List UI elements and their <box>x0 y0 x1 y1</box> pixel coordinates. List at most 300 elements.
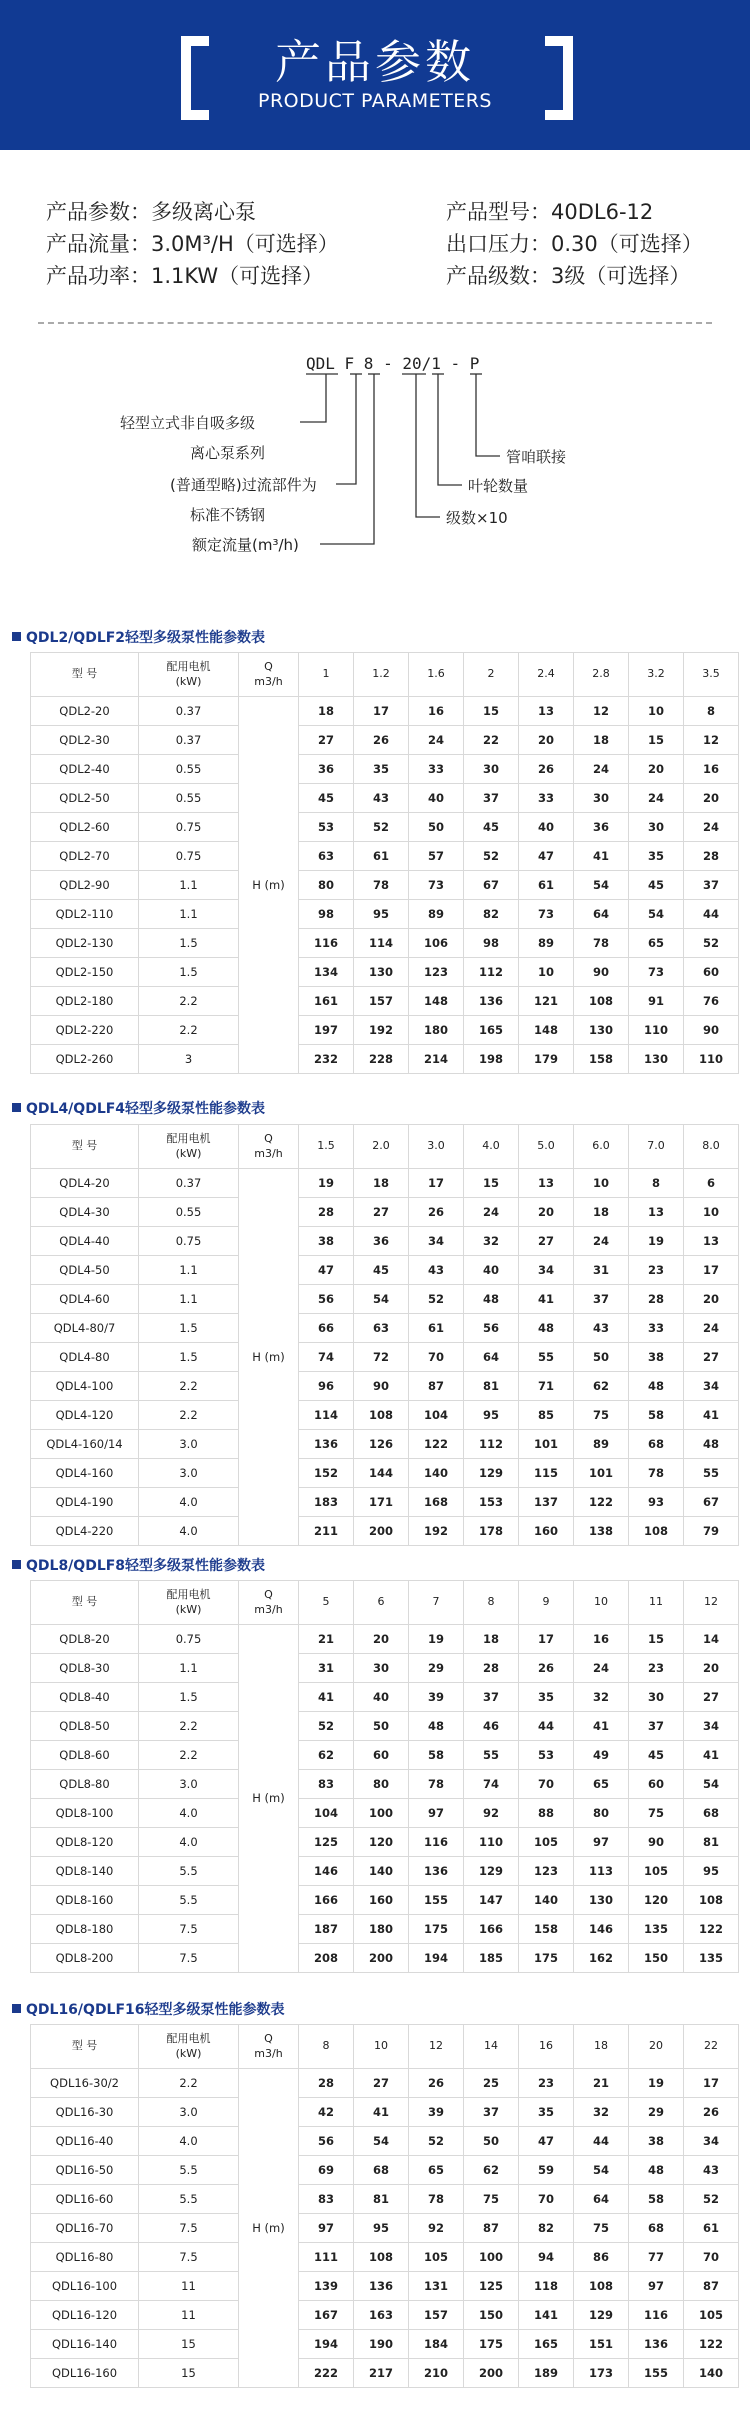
head-value-cell: 162 <box>574 1944 629 1973</box>
head-value-cell: 41 <box>574 1712 629 1741</box>
head-value-cell: 37 <box>464 1683 519 1712</box>
head-value-cell: 173 <box>574 2359 629 2388</box>
head-value-cell: 34 <box>409 1227 464 1256</box>
head-value-cell: 80 <box>299 871 354 900</box>
head-value-cell: 130 <box>629 1045 684 1074</box>
head-value-cell: 28 <box>684 842 739 871</box>
motor-power-cell: 3.0 <box>139 2098 239 2127</box>
head-value-cell: 47 <box>299 1256 354 1285</box>
head-value-cell: 114 <box>354 929 409 958</box>
head-value-cell: 10 <box>574 1169 629 1198</box>
flow-value-cell: 1.6 <box>409 653 464 697</box>
head-value-cell: 23 <box>519 2069 574 2098</box>
head-value-cell: 37 <box>574 1285 629 1314</box>
head-value-cell: 66 <box>299 1314 354 1343</box>
head-value-cell: 48 <box>409 1712 464 1741</box>
head-value-cell: 41 <box>354 2098 409 2127</box>
head-value-cell: 93 <box>629 1488 684 1517</box>
head-value-cell: 157 <box>354 987 409 1016</box>
head-value-cell: 20 <box>519 726 574 755</box>
head-value-cell: 87 <box>409 1372 464 1401</box>
head-value-cell: 34 <box>684 1372 739 1401</box>
diagram-label: 额定流量(m³/h) <box>192 536 299 554</box>
head-value-cell: 53 <box>299 813 354 842</box>
head-value-cell: 60 <box>629 1770 684 1799</box>
model-cell: QDL2-20 <box>31 697 139 726</box>
table-row <box>31 2214 739 2243</box>
head-value-cell: 6 <box>684 1169 739 1198</box>
head-value-cell: 61 <box>684 2214 739 2243</box>
head-value-cell: 29 <box>629 2098 684 2127</box>
head-value-cell: 116 <box>629 2301 684 2330</box>
head-value-cell: 68 <box>629 1430 684 1459</box>
head-value-cell: 76 <box>684 987 739 1016</box>
head-value-cell: 52 <box>409 2127 464 2156</box>
motor-power-cell: 3.0 <box>139 1459 239 1488</box>
model-cell: QDL4-160/14 <box>31 1430 139 1459</box>
model-cell: QDL4-20 <box>31 1169 139 1198</box>
head-value-cell: 55 <box>519 1343 574 1372</box>
model-cell: QDL4-80 <box>31 1343 139 1372</box>
head-value-cell: 121 <box>519 987 574 1016</box>
motor-power-cell: 0.55 <box>139 1198 239 1227</box>
head-value-cell: 70 <box>519 2185 574 2214</box>
model-cell: QDL4-220 <box>31 1517 139 1546</box>
head-value-cell: 80 <box>354 1770 409 1799</box>
param-left: 产品功率：1.1KW（可选择） <box>46 264 324 288</box>
head-value-cell: 91 <box>629 987 684 1016</box>
head-value-cell: 19 <box>629 2069 684 2098</box>
head-value-cell: 12 <box>684 726 739 755</box>
flow-value-cell: 2.8 <box>574 653 629 697</box>
motor-power-cell: 2.2 <box>139 1712 239 1741</box>
head-value-cell: 148 <box>519 1016 574 1045</box>
head-value-cell: 37 <box>464 2098 519 2127</box>
head-value-cell: 175 <box>519 1944 574 1973</box>
head-value-cell: 192 <box>354 1016 409 1045</box>
head-value-cell: 65 <box>409 2156 464 2185</box>
motor-power-cell: 7.5 <box>139 2243 239 2272</box>
flow-value-cell: 5 <box>299 1581 354 1625</box>
param-row <box>46 260 726 292</box>
head-value-cell: 16 <box>409 697 464 726</box>
flow-value-cell: 16 <box>519 2025 574 2069</box>
diagram-label: 轻型立式非自吸多级 <box>120 414 256 432</box>
motor-power-cell: 0.75 <box>139 813 239 842</box>
head-value-cell: 232 <box>299 1045 354 1074</box>
head-value-cell: 153 <box>464 1488 519 1517</box>
head-value-cell: 108 <box>354 2243 409 2272</box>
diagram-label: (普通型略)过流部件为 <box>170 476 317 494</box>
head-value-cell: 36 <box>574 813 629 842</box>
model-cell: QDL16-70 <box>31 2214 139 2243</box>
model-cell: QDL2-110 <box>31 900 139 929</box>
head-value-cell: 140 <box>409 1459 464 1488</box>
motor-power-cell: 4.0 <box>139 1828 239 1857</box>
param-right: 出口压力：0.30（可选择） <box>446 232 703 256</box>
head-value-cell: 70 <box>519 1770 574 1799</box>
flow-value-cell: 3.5 <box>684 653 739 697</box>
head-value-cell: 64 <box>574 900 629 929</box>
head-value-cell: 27 <box>684 1343 739 1372</box>
head-value-cell: 10 <box>629 697 684 726</box>
table-row <box>31 1314 739 1343</box>
flow-value-cell: 1 <box>299 653 354 697</box>
head-value-cell: 68 <box>684 1799 739 1828</box>
col-header-q: Q m3/h <box>239 653 299 697</box>
head-value-cell: 15 <box>464 697 519 726</box>
model-cell: QDL2-180 <box>31 987 139 1016</box>
head-value-cell: 108 <box>684 1886 739 1915</box>
head-value-cell: 100 <box>464 2243 519 2272</box>
head-value-cell: 82 <box>519 2214 574 2243</box>
head-value-cell: 61 <box>519 871 574 900</box>
head-value-cell: 21 <box>574 2069 629 2098</box>
model-cell: QDL4-190 <box>31 1488 139 1517</box>
head-value-cell: 74 <box>464 1770 519 1799</box>
head-value-cell: 57 <box>409 842 464 871</box>
flow-value-cell: 9 <box>519 1581 574 1625</box>
model-cell: QDL2-260 <box>31 1045 139 1074</box>
table-row <box>31 842 739 871</box>
head-value-cell: 130 <box>574 1016 629 1045</box>
table-row <box>31 1683 739 1712</box>
head-value-cell: 90 <box>629 1828 684 1857</box>
table-header-row <box>31 2025 739 2069</box>
table-row <box>31 1886 739 1915</box>
head-value-cell: 89 <box>409 900 464 929</box>
head-value-cell: 155 <box>409 1886 464 1915</box>
performance-table <box>30 1580 739 1973</box>
head-value-cell: 39 <box>409 1683 464 1712</box>
head-value-cell: 27 <box>354 1198 409 1227</box>
head-value-cell: 85 <box>519 1401 574 1430</box>
head-value-cell: 135 <box>629 1915 684 1944</box>
head-value-cell: 122 <box>574 1488 629 1517</box>
col-header-model: 型 号 <box>31 1125 139 1169</box>
head-value-cell: 56 <box>299 2127 354 2156</box>
table-row <box>31 1198 739 1227</box>
head-value-cell: 15 <box>629 1625 684 1654</box>
head-value-cell: 98 <box>464 929 519 958</box>
table-row <box>31 755 739 784</box>
head-value-cell: 87 <box>684 2272 739 2301</box>
table-row <box>31 1430 739 1459</box>
head-value-cell: 194 <box>299 2330 354 2359</box>
model-code: QDL F 8 - 20/1 - P <box>306 354 480 373</box>
head-value-cell: 40 <box>519 813 574 842</box>
head-value-cell: 75 <box>629 1799 684 1828</box>
table-row <box>31 2185 739 2214</box>
head-value-cell: 108 <box>629 1517 684 1546</box>
head-value-cell: 28 <box>299 2069 354 2098</box>
head-value-cell: 192 <box>409 1517 464 1546</box>
head-value-cell: 60 <box>354 1741 409 1770</box>
head-value-cell: 50 <box>409 813 464 842</box>
head-value-cell: 89 <box>519 929 574 958</box>
motor-power-cell: 0.75 <box>139 1227 239 1256</box>
head-value-cell: 12 <box>574 697 629 726</box>
head-value-cell: 55 <box>464 1741 519 1770</box>
table-title: QDL4/QDLF4轻型多级泵性能参数表 <box>12 1098 265 1118</box>
head-value-cell: 96 <box>299 1372 354 1401</box>
flow-value-cell: 8.0 <box>684 1125 739 1169</box>
head-value-cell: 97 <box>409 1799 464 1828</box>
head-value-cell: 194 <box>409 1944 464 1973</box>
diagram-label: 标准不锈钢 <box>190 506 266 524</box>
motor-power-cell: 7.5 <box>139 2214 239 2243</box>
head-value-cell: 15 <box>464 1169 519 1198</box>
table-row <box>31 1045 739 1074</box>
head-value-cell: 75 <box>574 1401 629 1430</box>
head-value-cell: 175 <box>464 2330 519 2359</box>
head-value-cell: 20 <box>354 1625 409 1654</box>
motor-power-cell: 1.1 <box>139 871 239 900</box>
head-value-cell: 72 <box>354 1343 409 1372</box>
model-cell: QDL8-40 <box>31 1683 139 1712</box>
head-value-cell: 67 <box>464 871 519 900</box>
motor-power-cell: 1.1 <box>139 1285 239 1314</box>
head-value-cell: 24 <box>574 1654 629 1683</box>
head-value-cell: 48 <box>629 1372 684 1401</box>
head-value-cell: 65 <box>629 929 684 958</box>
head-value-cell: 73 <box>519 900 574 929</box>
head-value-cell: 33 <box>519 784 574 813</box>
diagram-connector-lines <box>0 352 750 562</box>
head-value-cell: 111 <box>299 2243 354 2272</box>
head-value-cell: 140 <box>684 2359 739 2388</box>
head-value-cell: 146 <box>574 1915 629 1944</box>
head-value-cell: 23 <box>629 1256 684 1285</box>
head-value-cell: 26 <box>684 2098 739 2127</box>
head-value-cell: 71 <box>519 1372 574 1401</box>
head-value-cell: 125 <box>464 2272 519 2301</box>
head-value-cell: 105 <box>519 1828 574 1857</box>
table-row <box>31 1915 739 1944</box>
motor-power-cell: 1.5 <box>139 1343 239 1372</box>
head-value-cell: 26 <box>519 755 574 784</box>
head-value-cell: 144 <box>354 1459 409 1488</box>
head-value-cell: 147 <box>464 1886 519 1915</box>
head-value-cell: 125 <box>299 1828 354 1857</box>
head-value-cell: 62 <box>299 1741 354 1770</box>
flow-value-cell: 22 <box>684 2025 739 2069</box>
head-value-cell: 24 <box>684 1314 739 1343</box>
head-value-cell: 47 <box>519 842 574 871</box>
table-row <box>31 1488 739 1517</box>
head-value-cell: 141 <box>519 2301 574 2330</box>
table-row <box>31 2330 739 2359</box>
performance-table <box>30 652 739 1074</box>
head-value-cell: 179 <box>519 1045 574 1074</box>
head-value-cell: 130 <box>354 958 409 987</box>
head-value-cell: 48 <box>519 1314 574 1343</box>
motor-power-cell: 1.5 <box>139 1683 239 1712</box>
head-value-cell: 113 <box>574 1857 629 1886</box>
model-cell: QDL16-100 <box>31 2272 139 2301</box>
head-value-cell: 82 <box>464 900 519 929</box>
flow-value-cell: 6 <box>354 1581 409 1625</box>
head-value-cell: 155 <box>629 2359 684 2388</box>
head-value-cell: 136 <box>354 2272 409 2301</box>
motor-power-cell: 1.1 <box>139 1654 239 1683</box>
head-value-cell: 48 <box>464 1285 519 1314</box>
head-value-cell: 54 <box>574 871 629 900</box>
table-row <box>31 2069 739 2098</box>
head-value-cell: 32 <box>574 2098 629 2127</box>
head-value-cell: 43 <box>354 784 409 813</box>
table-row <box>31 1625 739 1654</box>
head-value-cell: 129 <box>464 1459 519 1488</box>
head-value-cell: 200 <box>354 1944 409 1973</box>
head-value-cell: 129 <box>574 2301 629 2330</box>
head-value-cell: 67 <box>684 1488 739 1517</box>
table-row <box>31 1741 739 1770</box>
head-value-cell: 77 <box>629 2243 684 2272</box>
table-row <box>31 987 739 1016</box>
head-value-cell: 48 <box>629 2156 684 2185</box>
head-value-cell: 34 <box>519 1256 574 1285</box>
head-label-cell: H (m) <box>239 1625 299 1973</box>
col-header-model: 型 号 <box>31 653 139 697</box>
head-value-cell: 104 <box>299 1799 354 1828</box>
head-value-cell: 30 <box>629 813 684 842</box>
model-cell: QDL8-160 <box>31 1886 139 1915</box>
model-cell: QDL2-130 <box>31 929 139 958</box>
head-value-cell: 135 <box>684 1944 739 1973</box>
head-value-cell: 87 <box>464 2214 519 2243</box>
model-cell: QDL8-50 <box>31 1712 139 1741</box>
table-row <box>31 1016 739 1045</box>
motor-power-cell: 4.0 <box>139 1517 239 1546</box>
head-value-cell: 42 <box>299 2098 354 2127</box>
head-value-cell: 15 <box>629 726 684 755</box>
head-value-cell: 26 <box>409 2069 464 2098</box>
head-value-cell: 78 <box>354 871 409 900</box>
head-value-cell: 81 <box>354 2185 409 2214</box>
model-cell: QDL4-160 <box>31 1459 139 1488</box>
model-cell: QDL4-120 <box>31 1401 139 1430</box>
head-label-cell: H (m) <box>239 697 299 1074</box>
table-row <box>31 726 739 755</box>
head-value-cell: 90 <box>354 1372 409 1401</box>
diagram-label: 管咱联接 <box>506 448 567 466</box>
head-value-cell: 73 <box>629 958 684 987</box>
head-value-cell: 18 <box>299 697 354 726</box>
table-row <box>31 813 739 842</box>
head-value-cell: 36 <box>354 1227 409 1256</box>
head-value-cell: 61 <box>354 842 409 871</box>
head-value-cell: 48 <box>684 1430 739 1459</box>
head-value-cell: 52 <box>299 1712 354 1741</box>
motor-power-cell: 0.37 <box>139 1169 239 1198</box>
model-cell: QDL8-60 <box>31 1741 139 1770</box>
head-value-cell: 105 <box>684 2301 739 2330</box>
table-row <box>31 1285 739 1314</box>
col-header-motor: 配用电机 (kW) <box>139 1125 239 1169</box>
head-value-cell: 97 <box>299 2214 354 2243</box>
head-value-cell: 45 <box>464 813 519 842</box>
head-value-cell: 18 <box>574 726 629 755</box>
head-value-cell: 13 <box>629 1198 684 1227</box>
head-value-cell: 52 <box>409 1285 464 1314</box>
model-cell: QDL16-140 <box>31 2330 139 2359</box>
table-row <box>31 1770 739 1799</box>
head-value-cell: 89 <box>574 1430 629 1459</box>
table-row <box>31 900 739 929</box>
head-value-cell: 41 <box>519 1285 574 1314</box>
head-value-cell: 70 <box>409 1343 464 1372</box>
head-value-cell: 150 <box>629 1944 684 1973</box>
motor-power-cell: 15 <box>139 2359 239 2388</box>
head-value-cell: 151 <box>574 2330 629 2359</box>
col-header-model: 型 号 <box>31 1581 139 1625</box>
head-value-cell: 108 <box>574 2272 629 2301</box>
head-value-cell: 45 <box>299 784 354 813</box>
flow-value-cell: 4.0 <box>464 1125 519 1169</box>
col-header-motor: 配用电机 (kW) <box>139 1581 239 1625</box>
motor-power-cell: 2.2 <box>139 1401 239 1430</box>
flow-value-cell: 8 <box>464 1581 519 1625</box>
head-value-cell: 58 <box>409 1741 464 1770</box>
flow-value-cell: 8 <box>299 2025 354 2069</box>
table-row <box>31 1459 739 1488</box>
model-cell: QDL8-200 <box>31 1944 139 1973</box>
head-value-cell: 17 <box>684 2069 739 2098</box>
head-value-cell: 81 <box>684 1828 739 1857</box>
head-value-cell: 123 <box>409 958 464 987</box>
head-value-cell: 32 <box>574 1683 629 1712</box>
head-value-cell: 26 <box>519 1654 574 1683</box>
head-value-cell: 33 <box>629 1314 684 1343</box>
col-header-q: Q m3/h <box>239 1125 299 1169</box>
head-value-cell: 52 <box>354 813 409 842</box>
head-value-cell: 20 <box>629 755 684 784</box>
header-banner <box>0 0 750 150</box>
head-value-cell: 27 <box>684 1683 739 1712</box>
head-value-cell: 118 <box>519 2272 574 2301</box>
motor-power-cell: 0.75 <box>139 1625 239 1654</box>
motor-power-cell: 2.2 <box>139 2069 239 2098</box>
flow-value-cell: 10 <box>574 1581 629 1625</box>
head-value-cell: 17 <box>684 1256 739 1285</box>
motor-power-cell: 2.2 <box>139 1016 239 1045</box>
head-value-cell: 86 <box>574 2243 629 2272</box>
head-value-cell: 167 <box>299 2301 354 2330</box>
head-value-cell: 20 <box>684 1654 739 1683</box>
head-value-cell: 180 <box>409 1016 464 1045</box>
product-params <box>46 196 726 292</box>
motor-power-cell: 1.5 <box>139 1314 239 1343</box>
head-value-cell: 50 <box>354 1712 409 1741</box>
head-value-cell: 134 <box>299 958 354 987</box>
head-value-cell: 40 <box>354 1683 409 1712</box>
head-value-cell: 63 <box>299 842 354 871</box>
flow-value-cell: 1.2 <box>354 653 409 697</box>
motor-power-cell: 1.1 <box>139 900 239 929</box>
head-value-cell: 95 <box>684 1857 739 1886</box>
head-value-cell: 68 <box>354 2156 409 2185</box>
head-value-cell: 200 <box>354 1517 409 1546</box>
head-value-cell: 41 <box>684 1741 739 1770</box>
head-value-cell: 52 <box>684 929 739 958</box>
model-cell: QDL2-220 <box>31 1016 139 1045</box>
motor-power-cell: 4.0 <box>139 2127 239 2156</box>
table-row <box>31 1944 739 1973</box>
table-row <box>31 1401 739 1430</box>
head-value-cell: 116 <box>409 1828 464 1857</box>
table-row <box>31 1256 739 1285</box>
